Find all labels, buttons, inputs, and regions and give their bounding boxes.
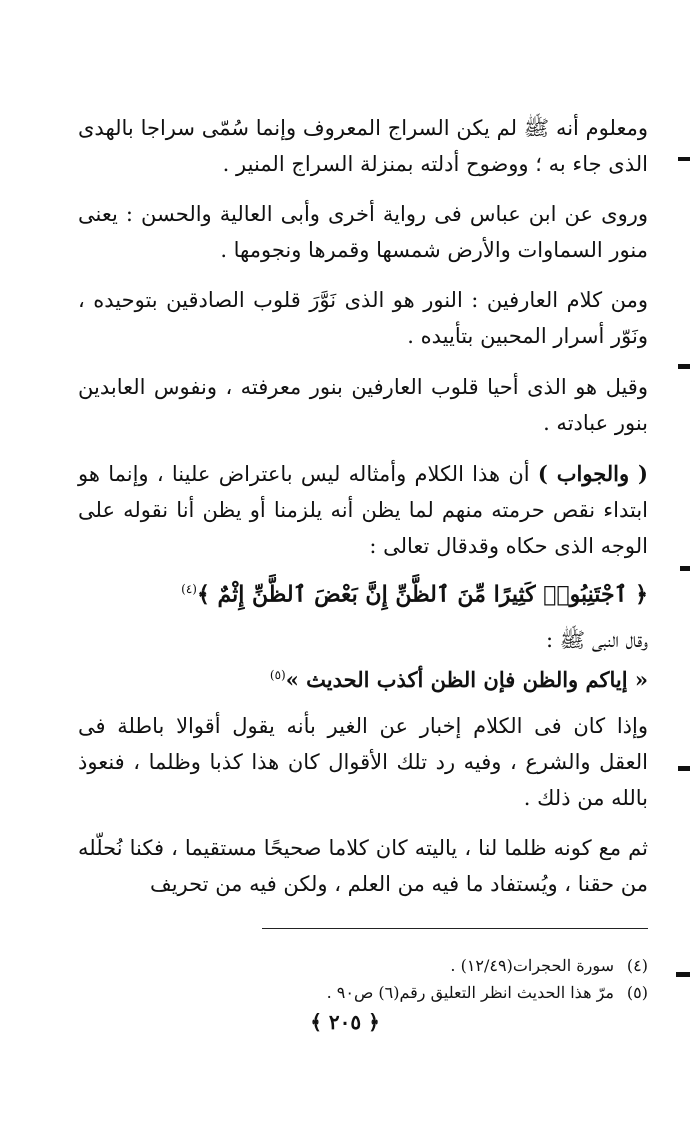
paragraph-5: وإذا كان فى الكلام إخبار عن الغير بأنه يقول أقوالا باطلة فى العقل والشرع ، وفيه رد تلك الأقوال كان هذا كذبا وظلما ، فنعوذ بالله من ذلك . bbox=[78, 714, 648, 810]
paragraph-4: وقيل هو الذى أحيا قلوب العارفين بنور معرفته ، ونفوس العابدين بنور عبادته . bbox=[78, 375, 648, 435]
scan-edge-mark bbox=[678, 364, 690, 369]
answer-label: ( والجواب ) bbox=[537, 461, 648, 486]
scan-edge-mark bbox=[678, 766, 690, 771]
answer-text: أن هذا الكلام وأمثاله ليس باعتراض علينا ، وإنما هو ابتداء نقص حرمته منهم لما يظن أنه يلزمنا أو يظن أنا نقوله على الوجه الذى حكاه وقدقال تعالى : bbox=[78, 462, 648, 558]
paragraph-2: وروى عن ابن عباس فى رواية أخرى وأبى العالية والحسن : يعنى منور السماوات والأرض شمسها وقمرها ونجومها . bbox=[78, 202, 648, 262]
quran-footnote-ref: (٤) bbox=[181, 582, 197, 596]
footnote-4 bbox=[78, 954, 648, 978]
footnote-number: (٥) bbox=[626, 983, 648, 1002]
quran-text: ﴿ ٱجْتَنِبُوا۟ كَثِيرًا مِّنَ ٱلظَّنِّ إِنَّ بَعْضَ ٱلظَّنِّ إِثْمٌ ﴾ bbox=[196, 581, 648, 608]
hadith bbox=[78, 658, 648, 697]
footnote-5 bbox=[78, 981, 648, 1005]
hadith-text: « إياكم والظن فإن الظن أكذب الحديث » bbox=[285, 667, 648, 692]
footnote-text: سورة الحجرات(١٢/٤٩) . bbox=[450, 956, 614, 975]
footnote-text: مرّ هذا الحديث انظر التعليق رقم(٦) ص٩٠ . bbox=[326, 983, 614, 1002]
scan-edge-mark bbox=[676, 972, 690, 977]
paragraph-6: ثم مع كونه ظلما لنا ، ياليته كان كلاما صحيحًا مستقيما ، فكنا نُحلّله من حقنا ، ويُستفاد ما فيه من العلم ، ولكن فيه من تحريف bbox=[78, 836, 648, 896]
scan-edge-mark bbox=[678, 157, 690, 161]
paragraph-3: ومن كلام العارفين : النور هو الذى نَوَّرَ قلوب الصادقين بتوحيده ، ونَوّر أسرار المحبين بتأييده . bbox=[78, 288, 648, 348]
answer-paragraph bbox=[78, 456, 648, 564]
scan-edge-mark bbox=[680, 566, 690, 571]
page-number: ﴿ ٢٠٥ ﴾ bbox=[310, 1010, 380, 1034]
footnote-number: (٤) bbox=[626, 956, 648, 975]
quran-verse bbox=[78, 572, 648, 611]
prophet-intro: وقال النبى ﷺ : bbox=[546, 628, 648, 652]
footnote-divider bbox=[262, 928, 648, 929]
paragraph-1: ومعلوم أنه ﷺ لم يكن السراج المعروف وإنما سُمّى سراجا بالهدى الذى جاء به ؛ ووضوح أدلته بمنزلة السراج المنير . bbox=[78, 116, 648, 176]
hadith-footnote-ref: (٥) bbox=[269, 668, 286, 682]
